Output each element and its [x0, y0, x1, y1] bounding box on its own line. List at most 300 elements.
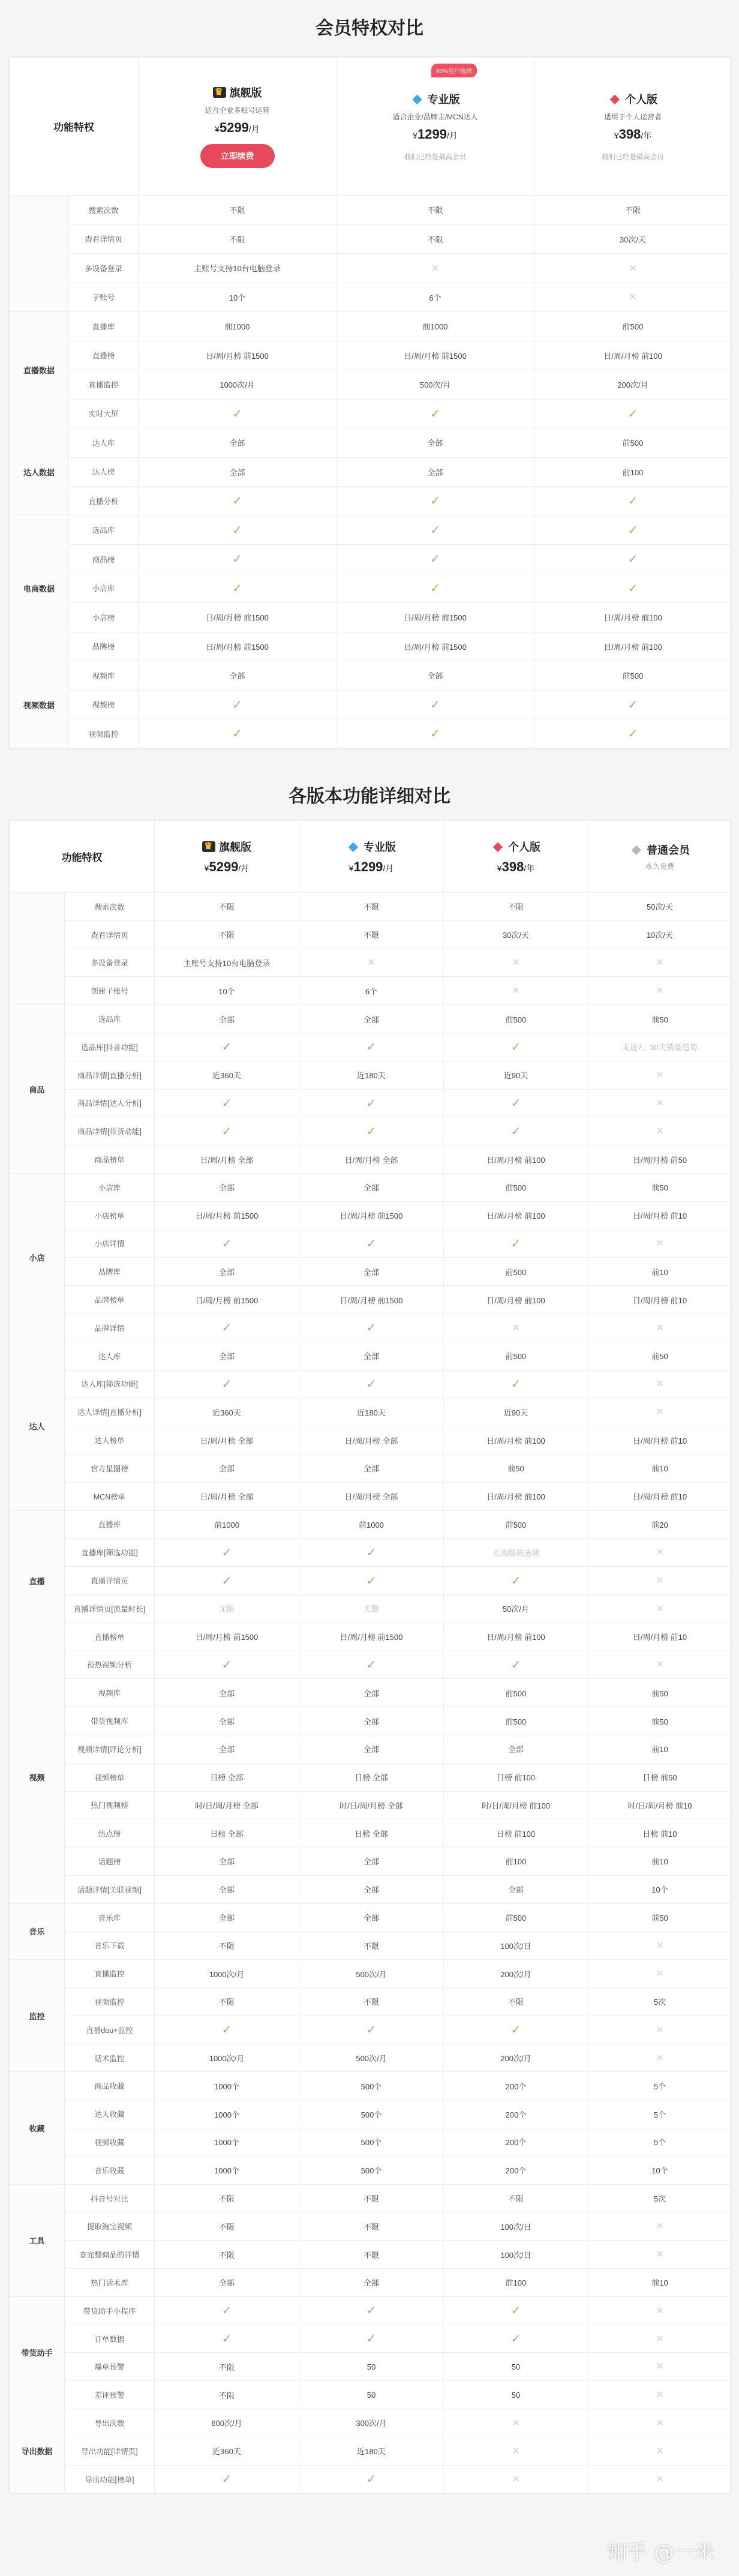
plan0-value: 日榜 全部: [155, 1763, 299, 1791]
table-row: [10, 2381, 732, 2409]
plan1-check-icon: ✓: [299, 1370, 444, 1398]
plan2-value: 200次/月: [444, 2044, 588, 2072]
feature-label: 小店详情: [65, 1229, 155, 1258]
plan1-value: 不限: [299, 2241, 444, 2269]
feature-label: 音乐收藏: [65, 2156, 155, 2184]
plan3-cross-icon: ✕: [588, 1398, 732, 1426]
table-row: [10, 2325, 732, 2353]
plan0-value: 日/周/月榜 全部: [155, 1426, 299, 1455]
feature-label: 带货助手小程序: [65, 2296, 155, 2325]
section1-title: 会员特权对比: [316, 18, 423, 39]
plan1-value: 不限: [299, 893, 444, 921]
table-row: [10, 341, 732, 370]
plan1-value: 不限: [299, 1988, 444, 2016]
plan-price: ¥5299/月: [215, 120, 260, 135]
plan2-value: 50次/月: [444, 1594, 588, 1623]
feature-label: 商品详情[直播分析]: [65, 1061, 155, 1089]
plan0-value: 日/周/月榜 全部: [155, 1145, 299, 1174]
plan0-value: 不限: [139, 196, 337, 225]
category-label: 收藏: [10, 2072, 65, 2184]
plan3-cross-icon: ✕: [588, 2296, 732, 2325]
plan0-check-icon: ✓: [155, 2465, 299, 2493]
plan0-value: 1000个: [155, 2156, 299, 2184]
plan-price: ¥1299/月: [413, 127, 458, 142]
plan3-cross-icon: ✕: [588, 1314, 732, 1342]
feature-label: 小店榜单: [65, 1201, 155, 1229]
plan1-value: 全部: [299, 2269, 444, 2297]
plan0-value: 全部: [155, 1735, 299, 1763]
plan1-value: 不限: [299, 2184, 444, 2212]
plan3-value: 前50: [588, 1903, 732, 1932]
table-row: [10, 1960, 732, 1988]
plan1-check-icon: ✓: [299, 1033, 444, 1061]
plan0-value: 全部: [155, 1875, 299, 1903]
crown-icon: [202, 841, 215, 852]
plan1-check-icon: ✓: [299, 1089, 444, 1117]
plan0-value: 日/周/月榜 前1500: [139, 603, 337, 632]
category-label: [10, 196, 69, 312]
plan1-value: 500个: [299, 2072, 444, 2100]
plan0-value: 1000个: [155, 2072, 299, 2100]
plan0-value: 全部: [155, 1005, 299, 1033]
category-label: 直播数据: [10, 312, 69, 428]
table-row: [10, 1426, 732, 1455]
plan3-value: 前10: [588, 1454, 732, 1482]
plan0-value: 日/周/月榜 前1500: [155, 1623, 299, 1651]
feature-label: 提取淘宝视频: [65, 2212, 155, 2241]
table-row: [10, 1510, 732, 1539]
plan2-check-icon: ✓: [444, 1117, 588, 1145]
feature-label: 达人榜: [69, 457, 139, 487]
table-row: [10, 428, 732, 458]
feature-label: 达人库: [65, 1342, 155, 1370]
plan0-value: 1000个: [155, 2100, 299, 2128]
plan3-cross-icon: ✕: [588, 2212, 732, 2241]
plan1-value: 50: [299, 2353, 444, 2381]
feature-label: 直播库: [65, 1510, 155, 1539]
plan2-check-icon: ✓: [444, 2325, 588, 2353]
plan2-value: 前500: [534, 312, 732, 341]
plan0-check-icon: ✓: [155, 1651, 299, 1679]
plan2-check-icon: ✓: [444, 1033, 588, 1061]
plan1-check-icon: ✓: [299, 1117, 444, 1145]
plan0-value: 全部: [139, 661, 337, 691]
table-row: [10, 312, 732, 341]
table-row: [10, 1567, 732, 1595]
plan3-value: 前10: [588, 2269, 732, 2297]
plan2-value: 100次/日: [444, 2212, 588, 2241]
plan0-value: 近360天: [155, 1061, 299, 1089]
feature-label: 选品库: [65, 1005, 155, 1033]
table-row: [10, 1061, 732, 1089]
plan1-check-icon: ✓: [337, 545, 534, 574]
diamond-icon: ◆: [349, 839, 358, 853]
plan2-cross-icon: ✕: [444, 949, 588, 977]
plan1-value: 500个: [299, 2100, 444, 2128]
plan3-cross-icon: ✕: [588, 2437, 732, 2465]
plan3-cross-icon: ✕: [588, 1539, 732, 1567]
plan1-value: 全部: [337, 428, 534, 458]
feature-label: 直播监控: [65, 1960, 155, 1988]
plan3-value: 10次/天: [588, 920, 732, 949]
plan0-value: 无限: [155, 1594, 299, 1623]
feature-label: 视频榜单: [65, 1763, 155, 1791]
category-label: 商品: [10, 1005, 65, 1174]
plan1-check-icon: ✓: [299, 1314, 444, 1342]
plan2-cross-icon: ✕: [444, 2437, 588, 2465]
plan2-value: 前500: [534, 661, 732, 691]
feature-label: 实时大屏: [69, 399, 139, 428]
plan3-value: 前50: [588, 1707, 732, 1735]
plan0-check-icon: ✓: [139, 719, 337, 749]
plan0-check-icon: ✓: [155, 1229, 299, 1258]
plan0-check-icon: ✓: [139, 545, 337, 574]
plan-desc: 适用于个人运营者: [603, 113, 662, 121]
plan1-value: 500个: [299, 2128, 444, 2157]
plan0-check-icon: ✓: [139, 515, 337, 545]
plan3-cross-icon: ✕: [588, 1370, 732, 1398]
plan3-cross-icon: ✕: [588, 2241, 732, 2269]
feature-label: 达人库: [69, 428, 139, 458]
plan0-check-icon: ✓: [139, 399, 337, 428]
plan0-value: 全部: [155, 1454, 299, 1482]
plan2-cross-icon: ✕: [444, 2409, 588, 2437]
plan1-value: 不限: [337, 224, 534, 254]
plan2-value: 日/周/月榜 前100: [444, 1482, 588, 1510]
table-row: [10, 1875, 732, 1903]
plan0-value: 1000个: [155, 2128, 299, 2157]
feature-label: 热门话术库: [65, 2269, 155, 2297]
feature-label: 话题榜: [65, 1848, 155, 1876]
plan2-value: 日/周/月榜 前100: [444, 1426, 588, 1455]
plan2-check-icon: ✓: [444, 1651, 588, 1679]
plan2-value: 日榜 前100: [444, 1819, 588, 1848]
feature-label: 导出次数: [65, 2409, 155, 2437]
plan2-check-icon: ✓: [444, 1567, 588, 1595]
plan0-value: 日/周/月榜 前1500: [139, 632, 337, 661]
plan2-value: 无高级筛选项: [444, 1539, 588, 1567]
plan1-check-icon: ✓: [299, 1567, 444, 1595]
plan1-value: 全部: [299, 1005, 444, 1033]
plan1-value: 前1000: [337, 312, 534, 341]
feature-label: 达人收藏: [65, 2100, 155, 2128]
plan1-check-icon: ✓: [299, 1229, 444, 1258]
feature-label: 达人榜单: [65, 1426, 155, 1455]
table-row: [10, 603, 732, 632]
feature-label: 直播分析: [69, 487, 139, 516]
category-label: 导出数据: [10, 2409, 65, 2493]
plan0-value: 日榜 全部: [155, 1819, 299, 1848]
plan0-value: 全部: [155, 1258, 299, 1286]
plan0-check-icon: ✓: [155, 2016, 299, 2044]
plan3-cross-icon: ✕: [588, 977, 732, 1005]
table-row: [10, 254, 732, 283]
plan2-value: 200个: [444, 2072, 588, 2100]
plan1-check-icon: ✓: [299, 2325, 444, 2353]
plan1-value: 日/周/月榜 全部: [299, 1145, 444, 1174]
plan3-value: 日/周/月榜 前10: [588, 1482, 732, 1510]
plan2-cross-icon: ✕: [534, 283, 732, 312]
plan1-check-icon: ✓: [337, 487, 534, 516]
plan1-value: 无限: [299, 1594, 444, 1623]
feature-label: 小店库: [69, 574, 139, 603]
table-row: [10, 2016, 732, 2044]
plan2-value: 前500: [444, 1173, 588, 1201]
plan0-value: 10个: [139, 283, 337, 312]
plan2-value: 200个: [444, 2156, 588, 2184]
plan0-value: 不限: [155, 1988, 299, 2016]
table-row: [10, 487, 732, 516]
plan2-value: 30次/天: [534, 224, 732, 254]
table-row: [10, 224, 732, 254]
plan3-value: 5个: [588, 2100, 732, 2128]
plan1-value: 日/周/月榜 前1500: [299, 1623, 444, 1651]
feature-label: 视频监控: [69, 719, 139, 749]
plan3-value: 日/周/月榜 前10: [588, 1286, 732, 1314]
plan2-value: 日/周/月榜 前100: [444, 1145, 588, 1174]
feature-label: 视频收藏: [65, 2128, 155, 2157]
plan3-value: 前10: [588, 1735, 732, 1763]
plan2-value: 前500: [444, 1679, 588, 1707]
plan3-value: 前20: [588, 1510, 732, 1539]
plan0-value: 全部: [155, 1903, 299, 1932]
plan3-value: 5个: [588, 2072, 732, 2100]
plan2-value: 前500: [444, 1342, 588, 1370]
feature-label: 直播库[筛选功能]: [65, 1539, 155, 1567]
category-label: 视频数据: [10, 661, 69, 749]
gray-diamond-icon: ◆: [632, 843, 641, 856]
plan1-check-icon: ✓: [337, 719, 534, 749]
plan-name: 旗舰版: [229, 87, 262, 99]
plan2-cross-icon: ✕: [444, 2465, 588, 2493]
section2-title: 各版本功能详细对比: [289, 786, 450, 807]
feature-label: 商品收藏: [65, 2072, 155, 2100]
plan2-value: 时/日/周/月榜 前100: [444, 1791, 588, 1819]
plan2-value: 30次/天: [444, 920, 588, 949]
plan-desc: 适合企业多账号运营: [205, 106, 270, 115]
plan0-value: 主账号支持10台电脑登录: [139, 254, 337, 283]
plan1-value: 500次/月: [299, 1960, 444, 1988]
table-row: [10, 949, 732, 977]
plan1-cross-icon: ✕: [299, 949, 444, 977]
plan2-value: 50: [444, 2381, 588, 2409]
plan2-check-icon: ✓: [444, 1370, 588, 1398]
plan3-value: 前50: [588, 1005, 732, 1033]
feature-label: 差评预警: [65, 2381, 155, 2409]
plan2-check-icon: ✓: [534, 719, 732, 749]
table-row: [10, 1117, 732, 1145]
feature-label: 音乐下载: [65, 1932, 155, 1960]
plan2-value: 日/周/月榜 前100: [444, 1201, 588, 1229]
plan0-value: 600次/月: [155, 2409, 299, 2437]
plan1-value: 全部: [337, 457, 534, 487]
table-row: [10, 719, 732, 749]
plan1-value: 近180天: [299, 1398, 444, 1426]
feature-label: 搜索次数: [65, 893, 155, 921]
table-row: [10, 1145, 732, 1174]
feature-label: 直播dou+监控: [65, 2016, 155, 2044]
feature-label: 带货视频库: [65, 1707, 155, 1735]
table-row: [10, 1089, 732, 1117]
plan1-check-icon: ✓: [299, 2465, 444, 2493]
plan2-value: 日榜 前100: [444, 1763, 588, 1791]
table-row: [10, 1398, 732, 1426]
plan-free: ◆ 普通会员 永久免费: [588, 821, 732, 893]
category-label: 视频: [10, 1651, 65, 1903]
table-row: [10, 1173, 732, 1201]
table-row: [10, 2465, 732, 2493]
table-row: [10, 1651, 732, 1679]
table-row: [10, 283, 732, 312]
feature-label: 视频库: [65, 1679, 155, 1707]
plan1-value: 日/周/月榜 前1500: [337, 603, 534, 632]
plan0-value: 全部: [155, 1848, 299, 1876]
plan2-check-icon: ✓: [444, 1229, 588, 1258]
plan2-cross-icon: ✕: [444, 1314, 588, 1342]
plan2-value: 100次/日: [444, 1932, 588, 1960]
plan3-value: 前50: [588, 1173, 732, 1201]
plan0-value: 全部: [155, 1707, 299, 1735]
plan3-value: 50次/天: [588, 893, 732, 921]
feature-label: 热门视频榜: [65, 1791, 155, 1819]
category-label: 达人数据: [10, 428, 69, 516]
plan2-value: 200个: [444, 2128, 588, 2157]
plan0-check-icon: ✓: [155, 1033, 299, 1061]
table-row: [10, 1370, 732, 1398]
category-label: 工具: [10, 2184, 65, 2296]
plan1-check-icon: ✓: [337, 515, 534, 545]
plan2-check-icon: ✓: [534, 487, 732, 516]
plan2-value: 全部: [444, 1735, 588, 1763]
feature-label: 导出功能[榜单]: [65, 2465, 155, 2493]
plan0-value: 日/周/月榜 前1500: [139, 341, 337, 370]
plan2-check-icon: ✓: [534, 515, 732, 545]
feature-label: 查看详情页: [69, 224, 139, 254]
plan2-value: 日/周/月榜 前100: [534, 341, 732, 370]
plan-flagship: [139, 58, 337, 196]
table-row: [10, 545, 732, 574]
plan1-value: 全部: [299, 1875, 444, 1903]
plan1-value: 不限: [337, 196, 534, 225]
plan-flagship: ♛ 旗舰版 ¥5299/月: [155, 821, 299, 893]
plan0-check-icon: ✓: [155, 1314, 299, 1342]
feature-label: 商品详情[带货动能]: [65, 1117, 155, 1145]
feature-label: 查完整商品的详情: [65, 2241, 155, 2269]
feature-label: 多设备登录: [69, 254, 139, 283]
table-row: [10, 1539, 732, 1567]
plan3-value: 10个: [588, 2156, 732, 2184]
feature-label: 视频详情[评论分析]: [65, 1735, 155, 1763]
plan3-cross-icon: ✕: [588, 2325, 732, 2353]
table-row: [10, 1819, 732, 1848]
table-row: [10, 1735, 732, 1763]
crown-icon: [213, 87, 226, 98]
plan1-value: 6个: [337, 283, 534, 312]
plan0-check-icon: ✓: [155, 2296, 299, 2325]
plan1-value: 日/周/月榜 前1500: [299, 1286, 444, 1314]
plan2-value: 全部: [444, 1875, 588, 1903]
table-row: [10, 2409, 732, 2437]
plan1-value: 全部: [299, 1903, 444, 1932]
plan2-value: 100次/日: [444, 2241, 588, 2269]
table-row: [10, 1791, 732, 1819]
table-row: [10, 2212, 732, 2241]
table-row: [10, 1314, 732, 1342]
feature-label: 导出功能[详情页]: [65, 2437, 155, 2465]
feature-label: 品牌库: [65, 1258, 155, 1286]
plan0-value: 不限: [155, 2381, 299, 2409]
table-row: [10, 1848, 732, 1876]
plan1-value: 全部: [299, 1707, 444, 1735]
table-row: [10, 2184, 732, 2212]
feature-label: 直播监控: [69, 370, 139, 400]
plan-personal: [534, 58, 732, 196]
plan0-value: 全部: [155, 1679, 299, 1707]
plan1-value: 日榜 全部: [299, 1763, 444, 1791]
plan2-value: 前500: [444, 1258, 588, 1286]
plan2-check-icon: ✓: [534, 574, 732, 603]
plan2-value: 前100: [444, 2269, 588, 2297]
table-row: [10, 1005, 732, 1033]
plan1-check-icon: ✓: [299, 1651, 444, 1679]
feature-label: 创建子账号: [65, 977, 155, 1005]
plan1-value: 500次/月: [337, 370, 534, 400]
plan2-value: 前500: [444, 1005, 588, 1033]
table-row: [10, 515, 732, 545]
plan2-value: 前50: [444, 1454, 588, 1482]
plan0-value: 不限: [155, 1932, 299, 1960]
plan-desc: 适合企业/品牌主/MCN达人: [392, 113, 478, 121]
plan0-value: 全部: [155, 1173, 299, 1201]
feature-label: 选品库: [69, 515, 139, 545]
plan2-value: 前100: [444, 1848, 588, 1876]
plan1-check-icon: ✓: [299, 2296, 444, 2325]
category-label: 直播: [10, 1510, 65, 1651]
plan1-value: 全部: [299, 1679, 444, 1707]
plan1-value: 日/周/月榜 前1500: [337, 341, 534, 370]
plan3-value: 日/周/月榜 前10: [588, 1426, 732, 1455]
plan0-value: 不限: [155, 2184, 299, 2212]
table-row: [10, 457, 732, 487]
plan3-cross-icon: ✕: [588, 2465, 732, 2493]
plan3-cross-icon: ✕: [588, 2016, 732, 2044]
plan2-value: 日/周/月榜 前100: [444, 1623, 588, 1651]
plan1-value: 全部: [299, 1173, 444, 1201]
plan1-value: 全部: [337, 661, 534, 691]
plan3-cross-icon: ✕: [588, 1061, 732, 1089]
renew-button[interactable]: 立即续费: [200, 144, 275, 168]
table1: [9, 57, 732, 749]
plan1-value: 不限: [299, 2212, 444, 2241]
plan1-value: 近180天: [299, 2437, 444, 2465]
plan0-check-icon: ✓: [139, 690, 337, 719]
plan3-cross-icon: ✕: [588, 2381, 732, 2409]
feature-label: 视频监控: [65, 1988, 155, 2016]
feature-label: 查看详情页: [65, 920, 155, 949]
plan2-value: 前100: [534, 457, 732, 487]
plan0-value: 前1000: [155, 1510, 299, 1539]
table-row: [10, 1482, 732, 1510]
plan0-value: 不限: [139, 224, 337, 254]
plan2-value: 近90天: [444, 1061, 588, 1089]
diamond-icon: ◆: [412, 92, 422, 106]
feature-label: 官方星图榜: [65, 1454, 155, 1482]
plan2-value: 前500: [444, 1510, 588, 1539]
plan0-check-icon: ✓: [155, 1567, 299, 1595]
plan2-check-icon: ✓: [534, 690, 732, 719]
category-label: 带货助手: [10, 2296, 65, 2409]
table-row: [10, 2128, 732, 2157]
